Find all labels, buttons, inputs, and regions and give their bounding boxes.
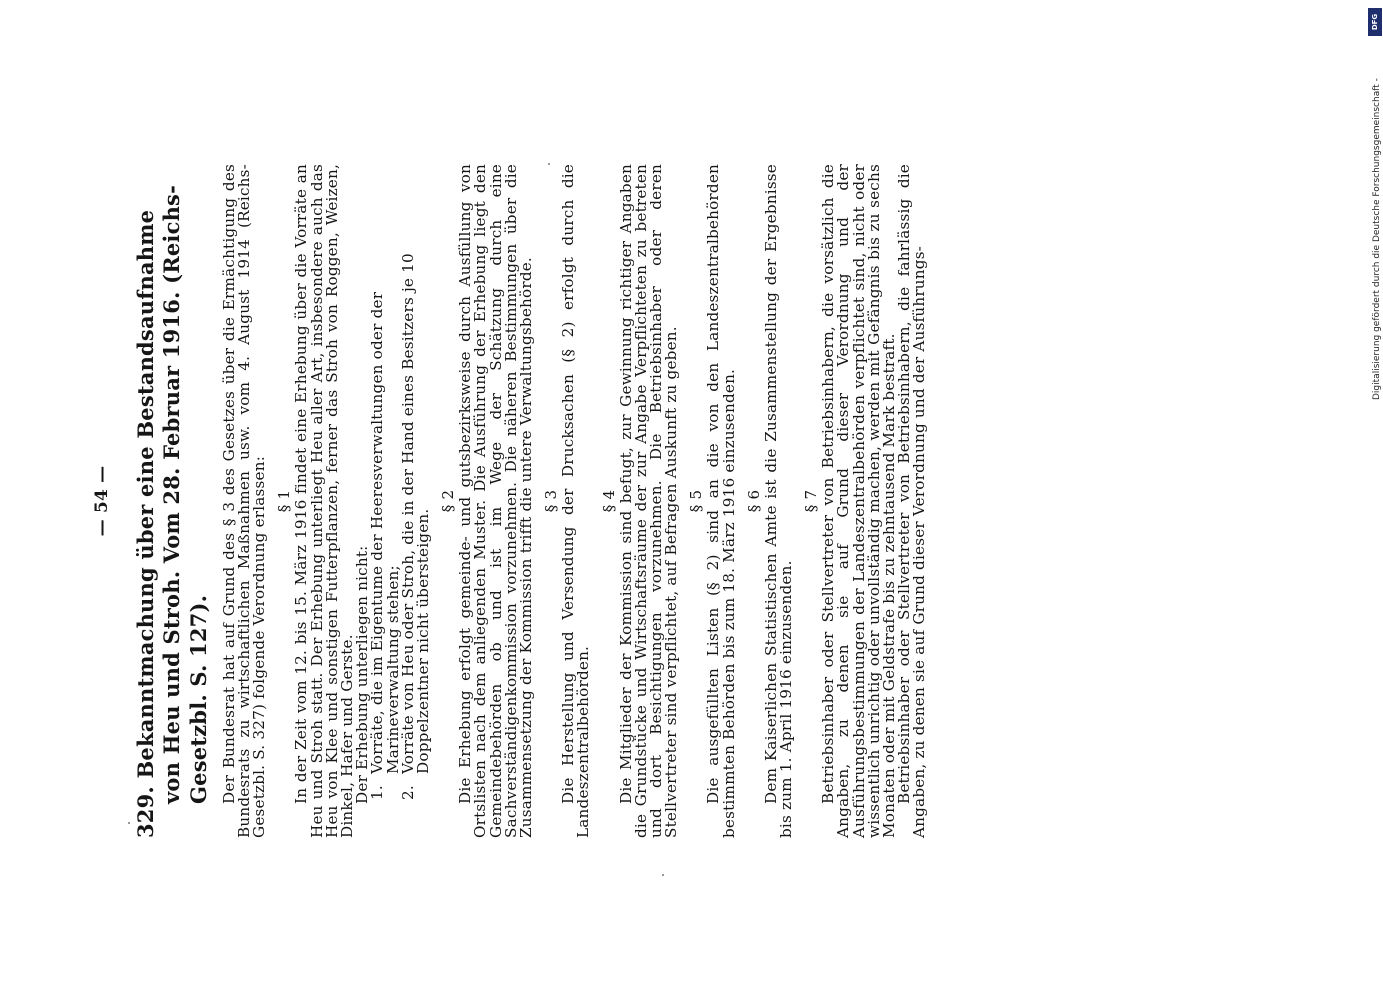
scan-speck (548, 163, 550, 165)
section-7-text-1: Betriebsinhaber oder Stellvertreter von Betriebsinhabern, die vorsätzlich die Angaben, zu denen sie auf Grund dieser Verordnung und der Ausführungsbestimmungen der Landeszentralbehörden verpflichtet sind, nicht oder wissentlich unrichtig oder unvollständig machen, werden mit Gefängnis bis zu sechs Monaten oder mit Geldstrafe bis zu zehntausend Mark bestraft. (819, 164, 899, 838)
section-1-exemptions-intro: Der Erhebung unterliegen nicht: (353, 545, 372, 804)
section-5-mark: § 5 (687, 489, 706, 513)
section-1-mark: § 1 (275, 489, 294, 513)
section-3-mark: § 3 (542, 489, 561, 513)
list-item (370, 164, 400, 800)
list-item-text: Vorräte, die im Eigentume der Heeresverwaltungen oder der Marineverwaltung stehen; (368, 291, 402, 774)
list-item-number: 1. (368, 785, 387, 800)
section-6-text: Dem Kaiserlichen Statistischen Amte ist die Zusammenstellung der Ergebnisse bis zum 1. April 1916 einzusenden. (761, 164, 796, 838)
preamble: Der Bundesrat hat auf Grund des § 3 des Gesetzes über die Ermächtigung des Bundesrats zu wirtschaftlichen Maßnahmen usw. vom 4. August 1914 (Reichs-Gesetzbl. S. 327) folgende Verordnung erlassen: (219, 164, 269, 838)
section-5-text: Die ausgefüllten Listen (§ 2) sind an die von den Landeszentralbehörden bestimmten Behörden bis zum 18. März 1916 einzusenden. (704, 164, 738, 838)
section-2-mark: § 2 (439, 489, 458, 513)
section-6-mark: § 6 (744, 489, 763, 513)
dfg-logo-text: DFG (1371, 13, 1379, 31)
section-3-text: Die Herstellung und Versendung der Drucksachen (§ 2) erfolgt durch die Landeszentralbehörden. (559, 164, 593, 838)
section-2-text: Die Erhebung erfolgt gemeinde- und gutsbezirksweise durch Ausfüllung von Ortslisten nach dem anliegenden Muster. Die Ausführung der Erhebung liegt den Gemeindebehörden ob und ist im Wege der Schätzung durch eine Sachverständigenkommission vorzunehmen. Die näheren Bestimmungen über die Zusammensetzung der Kommission trifft die untere Verwaltungsbehörde. (456, 164, 535, 838)
list-item-text: Vorräte von Heu oder Stroh, die in der Hand eines Besitzers je 10 Doppelzentner nicht übersteigen. (398, 253, 432, 774)
section-7-text-2: Betriebsinhaber oder Stellvertreter von Betriebsinhabern, die fahrlässig die Angaben, zu denen sie auf Grund dieser Verordnung und der Ausführungs- (895, 164, 929, 838)
scan-speck (128, 822, 130, 824)
section-7-mark: § 7 (802, 489, 821, 513)
funding-note: Digitalisierung gefördert durch die Deutsche Forschungsgemeinschaft - (1372, 78, 1382, 400)
page-number: — 54 — (92, 465, 112, 537)
list-item (398, 164, 432, 800)
document-page (92, 156, 1230, 846)
scan-speck (662, 874, 664, 876)
section-4-text: Die Mitglieder der Kommission sind befugt, zur Gewinnung richtiger Angaben die Grundstücke und Wirtschaftsräume der zur Angabe Verpflichteten zu betreten und dort Besichtigungen vorzunehmen. Die Betriebsinhaber oder deren Stellvertreter sind verpflichtet, auf Befragen Auskunft zu geben. (616, 164, 681, 838)
section-1-text: In der Zeit vom 12. bis 15. März 1916 findet eine Erhebung über die Vorräte an Heu und Stroh statt. Der Erhebung unterliegt Heu aller Art, insbesondere auch das Heu von Klee und sonstigen Futterpflanzen, ferner das Stroh von Roggen, Weizen, Dinkel, Hafer und Gerste. (292, 164, 356, 838)
exemptions-list (370, 164, 431, 800)
dfg-logo (1368, 8, 1382, 36)
list-item-number: 2. (398, 785, 417, 800)
document-title: 329. Bekanntmachung über eine Bestandsaufnahme von Heu und Stroh. Vom 28. Februar 1916. (Reichs-Gesetzbl. S. 127). (133, 185, 211, 838)
section-4-mark: § 4 (599, 489, 618, 513)
